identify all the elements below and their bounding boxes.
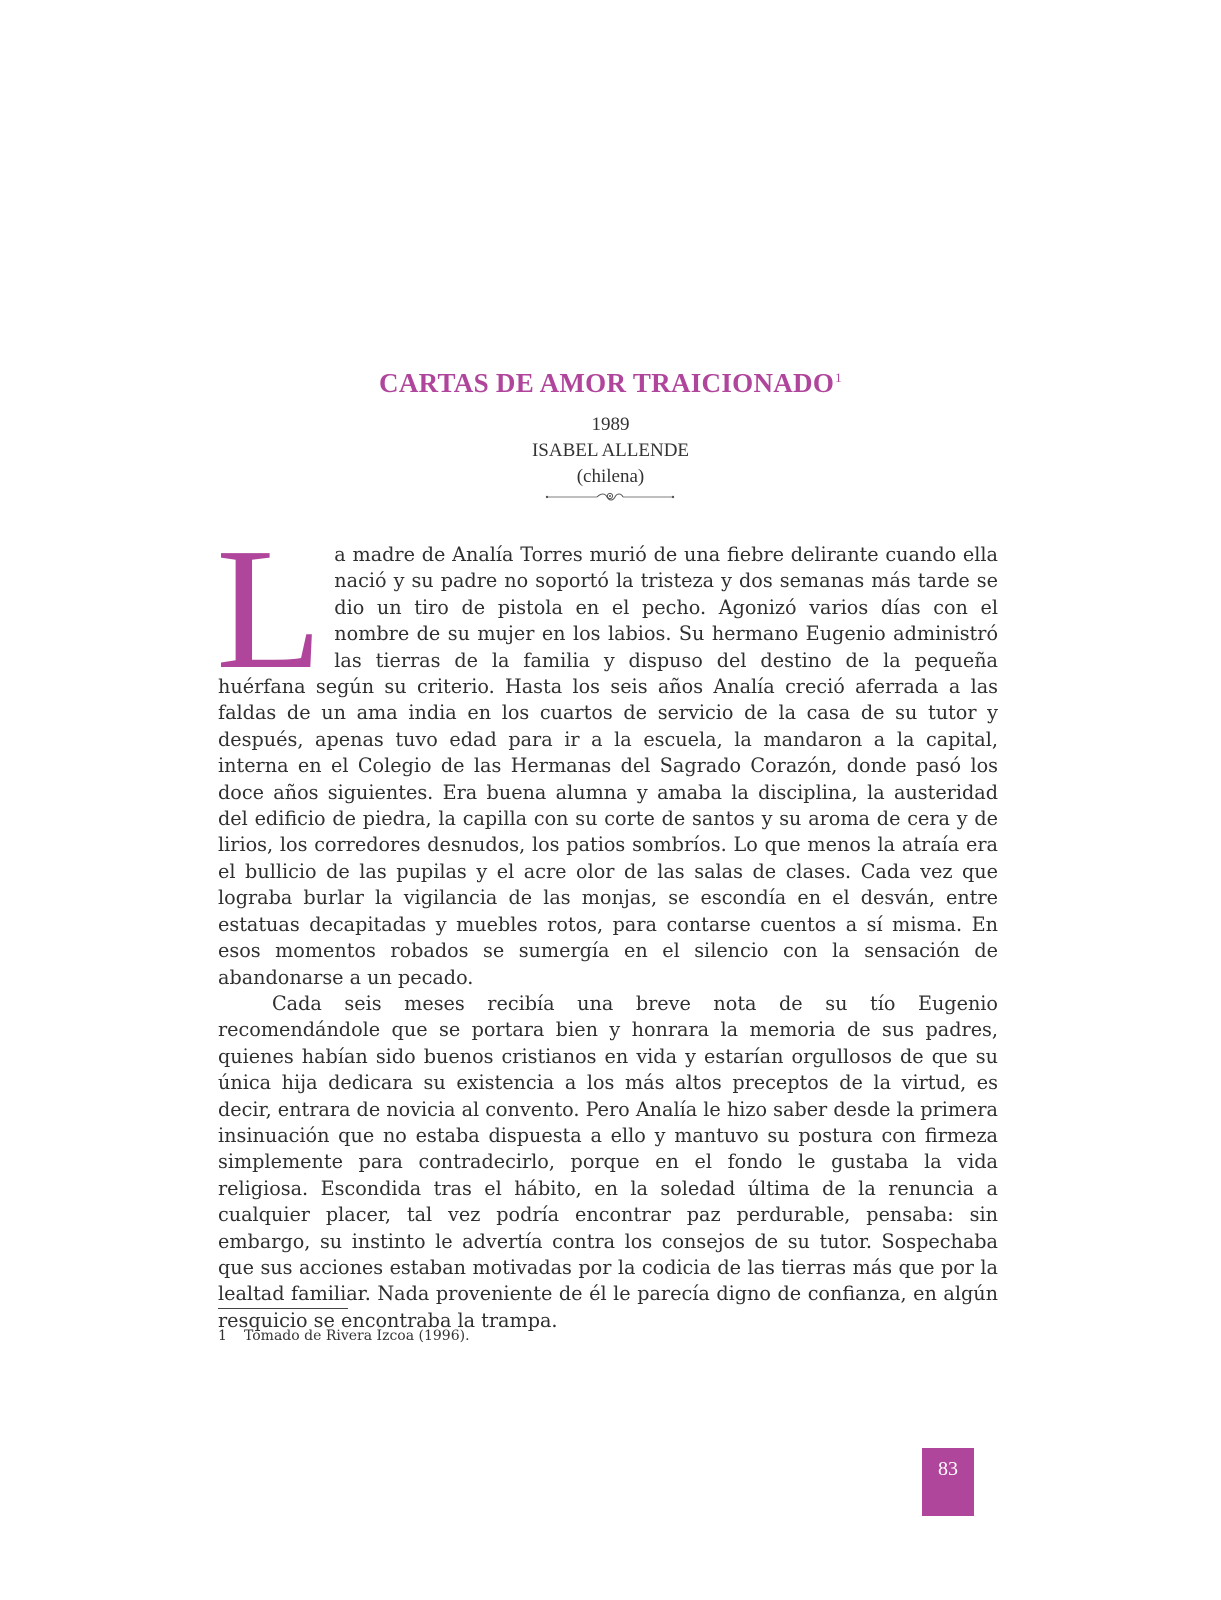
story-title [0,368,1221,399]
story-title-text: CARTAS DE AMOR TRAICIONADO [379,368,835,398]
page-number-badge [922,1448,974,1516]
footnote-divider [218,1308,348,1309]
author-nationality: (chilena) [576,466,645,487]
author-name: ISABEL ALLENDE [531,440,690,461]
publication-year: 1989 [591,414,630,435]
page-number: 83 [938,1458,958,1480]
title-footnote-marker[interactable]: 1 [835,370,842,385]
drop-cap: L [216,512,323,705]
footnote-number: 1 [218,1328,227,1344]
decorative-flourish-icon [545,490,675,504]
story-body [216,512,998,1334]
paragraph-1 [216,512,998,991]
footnote-text: Tomado de Rivera Izcoa (1996). [244,1328,470,1344]
footnote [218,1328,470,1344]
paragraph-2: Cada seis meses recibía una breve nota de su tío Eugenio recomendándole que se portara bien y honrara la memoria de sus padres, quienes habían sido buenos cristianos en vida y estarían orgullosos de que su única hija dedicara su existencia a los más altos preceptos de la virtud, es decir, entrara de novicia al convento. Pero Analía le hizo saber desde la primera insinuación que no estaba dispuesta a ello y mantuvo su postura con firmeza simplemente para contradecirlo, porque en el fondo le gustaba la vida religiosa. Escondida tras el hábito, en la soledad última de la renuncia a cualquier placer, tal vez podría encontrar paz perdurable, pensaba: sin embargo, su instinto le advertía contra los consejos de su tutor. Sospechaba que sus acciones estaban motivadas por la codicia de las tierras más que por la lealtad familiar. Nada proveniente de él le parecía digno de confianza, en algún resquicio se encontraba la trampa. [218,991,998,1332]
paragraph-1-text: a madre de Analía Torres murió de una fiebre delirante cuando ella nació y su padre no soportó la tristeza y dos semanas más tarde se dio un tiro de pistola en el pecho. Agonizó varios días con el nombre de su mujer en los labios. Su hermano Eugenio administró las tierras de la familia y dispuso del destino de la pequeña huérfana según su criterio. Hasta los seis años Analía creció aferrada a las faldas de un ama india en los cuartos de servicio de la casa de su tutor y después, apenas tuvo edad para ir a la escuela, la mandaron a la capital, interna en el Colegio de las Hermanas del Sagrado Corazón, donde pasó los doce años siguientes. Era buena alumna y amaba la disciplina, la austeridad del edificio de piedra, la capilla con su corte de santos y su aroma de cera y de lirios, los corredores desnudos, los patios sombríos. Lo que menos la atraía era el bullicio de las pupilas y el acre olor de las salas de clases. Cada vez que lograba burlar la vigilancia de las monjas, se escondía en el desván, entre estatuas decapitadas y muebles rotos, para contarse cuentos a sí misma. En esos momentos robados se sumergía en el silencio con la sensación de abandonarse a un pecado. [218,543,998,989]
